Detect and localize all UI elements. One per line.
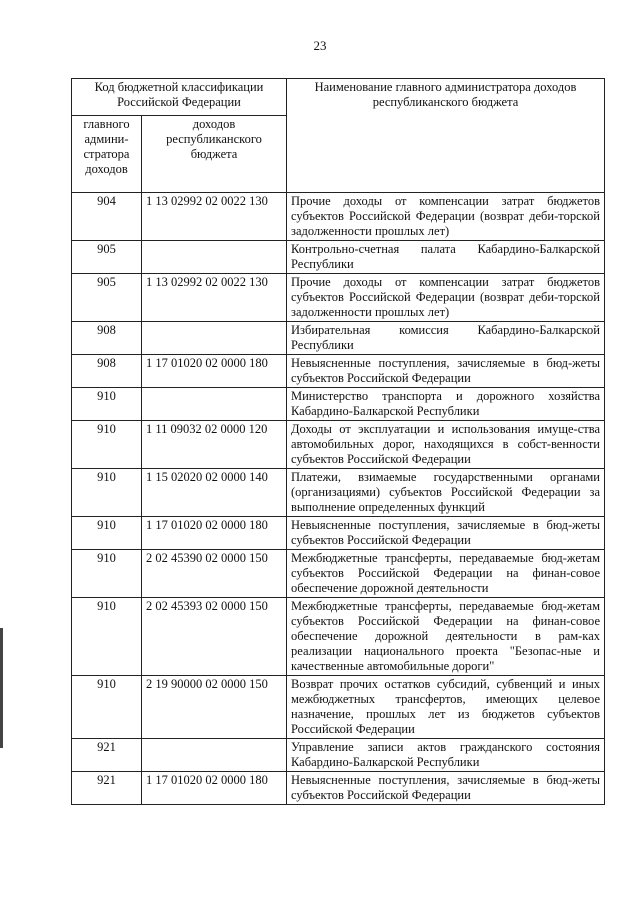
admin-name-cell: Министерство транспорта и дорожного хозяйства Кабардино-Балкарской Республики [287,388,605,421]
header-admin-line: стратора [83,147,130,161]
header-admin-line: админи- [84,132,129,146]
scan-edge-mark [0,628,3,748]
admin-code-cell: 910 [72,598,142,676]
revenue-code-cell: 2 02 45390 02 0000 150 [142,550,287,598]
table-row [72,322,605,355]
admin-code-cell: 910 [72,469,142,517]
table-row [72,388,605,421]
admin-name-cell: Прочие доходы от компенсации затрат бюджетов субъектов Российской Федерации (возврат деби-торской задолженности прошлых лет) [287,193,605,241]
admin-code-cell: 910 [72,388,142,421]
table-row [72,241,605,274]
admin-code-cell: 921 [72,739,142,772]
admin-code-cell: 908 [72,355,142,388]
table-row [72,517,605,550]
header-code-line: доходов [192,117,236,131]
header-admin-name [287,79,605,193]
admin-code-cell: 910 [72,517,142,550]
header-admin-line: главного [83,117,130,131]
page-number: 23 [313,38,327,53]
header-code-line: бюджета [190,147,238,161]
revenue-code-cell [142,388,287,421]
table-row [72,676,605,739]
header-group-line: Российской Федерации [117,95,241,109]
revenue-code-cell: 1 17 01020 02 0000 180 [142,517,287,550]
admin-code-cell: 905 [72,274,142,322]
table-row [72,598,605,676]
admin-code-cell: 910 [72,421,142,469]
table-row [72,739,605,772]
revenue-code-cell: 2 19 90000 02 0000 150 [142,676,287,739]
header-name-line: республиканского бюджета [372,95,519,109]
revenue-code-cell: 1 13 02992 02 0022 130 [142,274,287,322]
admin-name-cell: Возврат прочих остатков субсидий, субвенций и иных межбюджетных трансфертов, имеющих целевое назначение, прошлых лет из бюджетов субъектов Российской Федерации [287,676,605,739]
admin-code-cell: 910 [72,550,142,598]
admin-name-cell: Невыясненные поступления, зачисляемые в бюд-жеты субъектов Российской Федерации [287,517,605,550]
table-row [72,550,605,598]
header-main-admin [72,116,142,193]
admin-code-cell: 904 [72,193,142,241]
admin-name-cell: Невыясненные поступления, зачисляемые в бюд-жеты субъектов Российской Федерации [287,355,605,388]
table-row [72,421,605,469]
revenue-code-cell: 1 11 09032 02 0000 120 [142,421,287,469]
revenue-code-cell: 1 15 02020 02 0000 140 [142,469,287,517]
admin-name-cell: Невыясненные поступления, зачисляемые в бюд-жеты субъектов Российской Федерации [287,772,605,805]
revenue-code-cell [142,322,287,355]
admin-name-cell: Прочие доходы от компенсации затрат бюджетов субъектов Российской Федерации (возврат деби-торской задолженности прошлых лет) [287,274,605,322]
admin-name-cell: Доходы от эксплуатации и использования имуще-ства автомобильных дорог, находящихся в собст-венности субъектов Российской Федерации [287,421,605,469]
header-admin-line: доходов [85,162,128,176]
table-row [72,193,605,241]
revenue-code-cell [142,241,287,274]
header-name-line: Наименование главного администратора доходов [314,80,577,94]
admin-code-cell: 905 [72,241,142,274]
revenue-code-cell: 2 02 45393 02 0000 150 [142,598,287,676]
admin-code-cell: 910 [72,676,142,739]
revenue-code-cell: 1 17 01020 02 0000 180 [142,772,287,805]
revenue-code-cell: 1 17 01020 02 0000 180 [142,355,287,388]
admin-name-cell: Межбюджетные трансферты, передаваемые бюд-жетам субъектов Российской Федерации на финан-совое обеспечение дорожной деятельности [287,550,605,598]
header-group-line: Код бюджетной классификации [94,80,264,94]
revenue-code-cell: 1 13 02992 02 0022 130 [142,193,287,241]
table-row [72,274,605,322]
admin-name-cell: Управление записи актов гражданского состояния Кабардино-Балкарской Республики [287,739,605,772]
admin-name-cell: Платежи, взимаемые государственными органами (организациями) субъектов Российской Федерации за выполнение определенных функций [287,469,605,517]
table-row [72,469,605,517]
admin-code-cell: 908 [72,322,142,355]
revenue-code-cell [142,739,287,772]
header-row-top [72,79,605,116]
table-row [72,355,605,388]
admin-name-cell: Избирательная комиссия Кабардино-Балкарской Республики [287,322,605,355]
header-code-line: республиканского [166,132,262,146]
admin-code-cell: 921 [72,772,142,805]
table-row [72,772,605,805]
budget-classification-table [71,78,605,805]
admin-name-cell: Контрольно-счетная палата Кабардино-Балкарской Республики [287,241,605,274]
header-revenue-code [142,116,287,193]
header-group-code-classification [72,79,287,116]
admin-name-cell: Межбюджетные трансферты, передаваемые бюд-жетам субъектов Российской Федерации на финан-совое обеспечение дорожной деятельности в рам-ках реализации национального проекта "Безопас-ные и качественные автомобильные дороги" [287,598,605,676]
